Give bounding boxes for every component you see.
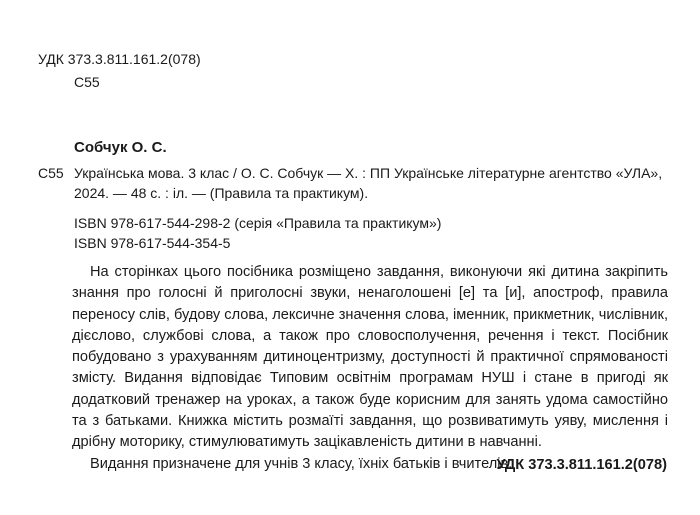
udk-header: УДК 373.3.811.161.2(078) xyxy=(38,51,201,67)
audience-paragraph: Видання призначене для учнів 3 класу, їхніх батьків і вчителів. xyxy=(90,455,513,472)
catalog-code: С55 xyxy=(74,74,100,90)
udk-footer: УДК 373.3.811.161.2(078) xyxy=(496,457,667,473)
record-code: С55 xyxy=(38,165,64,181)
annotation-paragraph: На сторінках цього посібника розміщено завдання, виконуючи які дитина закріпить знання про голосні й приголосні звуки, ненаголошені [е] та [и], апостроф, правила переносу слів, будову слова, лексичне значення слова, іменник, прикметник, числівник, дієслово, службові слова, а також про словосполучення, речення і текст. Посібник побудовано з урахуванням дитиноцентризму, доступності й практичної спрямованості змісту. Видання відповідає Типовим освітнім програмам НУШ і стане в пригоді як додатковий тренажер на уроках, а також буде корисним для занять удома самостійно та з батьками. Книжка містить розмаїті завдання, що розвиватимуть уяву, мислення і дрібну моторику, стимулюватимуть зацікавленість дитини в навчанні. xyxy=(72,264,668,451)
bibliographic-line-2: 2024. — 48 с. : іл. — (Правила та практикум). xyxy=(74,185,369,201)
author-name: Собчук О. С. xyxy=(74,139,167,156)
annotation xyxy=(72,262,668,475)
isbn-book: ISBN 978-617-544-354-5 xyxy=(74,235,231,251)
isbn-series: ISBN 978-617-544-298-2 (серія «Правила та практикум») xyxy=(74,215,442,231)
bibliographic-line-1: Українська мова. 3 клас / О. С. Собчук — Х. : ПП Українське літературне агентство «УЛА», xyxy=(74,165,663,181)
